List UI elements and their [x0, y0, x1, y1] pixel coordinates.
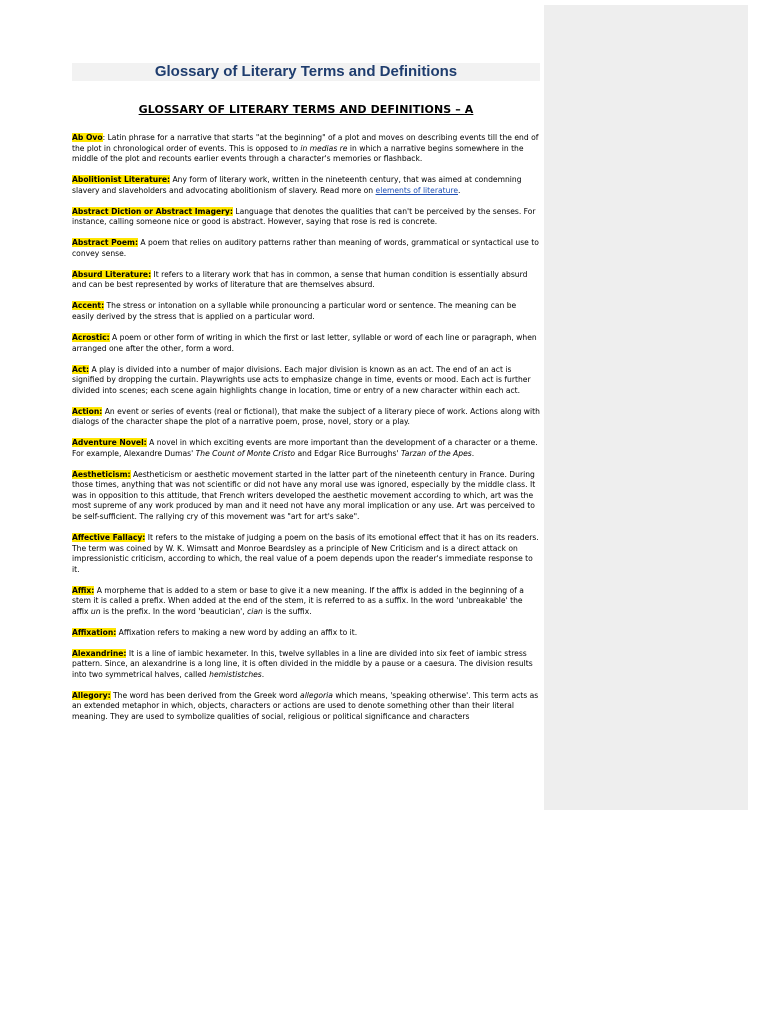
glossary-term: Action: — [72, 406, 103, 416]
italic-text: hemististches — [209, 669, 262, 679]
definition-text: is the prefix. In the word 'beautician', — [100, 606, 248, 616]
definition-text: which means, 'speaking otherwise'. This term acts as an extended metaphor in which, objects, characters or actions are used to denote something other than their literal meaning. They are used to symbolize qualities of social, religious or political significance and characters — [72, 690, 539, 721]
glossary-entry — [72, 133, 540, 165]
definition-text: A play is divided into a number of major divisions. Each major division is known as an act. The end of an act is signified by dropping the curtain. Playwrights use acts to emphasize change in time, events or mood. Each act is further divided into scenes; each scene again highlights change in location, time or entry of a new character within each act. — [72, 364, 531, 395]
definition-text: Aestheticism or aesthetic movement started in the latter part of the nineteenth century in France. During those times, anything that was not scientific or did not have any moral use was ignored, especially by the middle class. It was in opposition to this attitude, that French writers developed the aesthetic movement according to which, art was the most supreme of any work produced by man and it need not have any moral implication or any use. Art was perceived to be self-sufficient. The rallying cry of this movement was "art for art's sake". — [72, 469, 536, 521]
glossary-term: Abstract Poem: — [72, 238, 138, 248]
glossary-entries — [72, 133, 540, 722]
glossary-term: Affix: — [72, 585, 95, 595]
definition-text: A morpheme that is added to a stem or base to give it a new meaning. If the affix is added in the beginning of a stem it is called a prefix. When added at the end of the stem, it is referred to as a suffix. In the word 'unbreakable' the affix — [72, 585, 524, 616]
definition-text: The stress or intonation on a syllable while pronouncing a particular word or sentence. The meaning can be easily derived by the stress that is applied on a particular word. — [72, 301, 517, 321]
document-page — [72, 63, 540, 733]
glossary-entry — [72, 333, 540, 354]
glossary-term: Act: — [72, 364, 90, 374]
glossary-entry — [72, 365, 540, 397]
definition-text: Any form of literary work, written in the nineteenth century, that was aimed at condemning slavery and slaveholders and advocating abolitionism of slavery. Read more on — [72, 175, 522, 195]
glossary-entry — [72, 238, 540, 259]
italic-text: allegoria — [300, 690, 333, 700]
glossary-term: Affixation: — [72, 627, 117, 637]
glossary-term: Accent: — [72, 301, 105, 311]
definition-text: It refers to the mistake of judging a poem on the basis of its emotional effect that it has on its readers. The term was coined by W. K. Wimsatt and Monroe Beardsley as a principle of New Criticism and is a direct attack on impressionistic criticism, according to which, the real value of a poem depends upon the reader's immediate response to it. — [72, 533, 539, 574]
banner-title: Glossary of Literary Terms and Definitions — [72, 63, 540, 81]
definition-text: A poem or other form of writing in which the first or last letter, syllable or word of each line or paragraph, when arranged one after the other, form a word. — [72, 333, 537, 353]
glossary-entry — [72, 628, 540, 639]
glossary-term: Abstract Diction or Abstract Imagery: — [72, 206, 233, 216]
glossary-term: Ab Ovo — [72, 133, 103, 142]
definition-text: It refers to a literary work that has in common, a sense that human condition is essentially absurd and can be best represented by works of literature that are themselves absurd. — [72, 269, 528, 290]
glossary-entry — [72, 175, 540, 196]
glossary-entry — [72, 470, 540, 523]
glossary-term: Abolitionist Literature: — [72, 175, 171, 185]
glossary-term: Aestheticism: — [72, 469, 131, 479]
section-heading: GLOSSARY OF LITERARY TERMS AND DEFINITIONS – A — [138, 103, 474, 116]
definition-text: An event or series of events (real or fictional), that make the subject of a literary piece of work. Actions along with dialogs of the character shape the plot of a narrative poem, prose, novel, story or a play. — [72, 406, 540, 427]
glossary-entry — [72, 207, 540, 228]
definition-text: . — [471, 448, 475, 458]
glossary-entry — [72, 301, 540, 322]
definition-text: A poem that relies on auditory patterns rather than meaning of words, grammatical or syntactical use to convey sense. — [72, 238, 539, 258]
glossary-entry — [72, 438, 540, 459]
glossary-term: Acrostic: — [72, 333, 110, 343]
glossary-term: Allegory: — [72, 690, 111, 700]
glossary-entry — [72, 691, 540, 723]
glossary-term: Affective Fallacy: — [72, 533, 146, 543]
definition-text: The word has been derived from the Greek word — [110, 690, 301, 700]
definition-text: It is a line of iambic hexameter. In this, twelve syllables in a line are divided into six feet of iambic stress pattern. Since, an alexandrine is a long line, it is often divided in the middle by a pause or a caesura. The division results into two symmetrical halves, called — [72, 648, 533, 679]
italic-text: The Count of Monte Cristo — [195, 448, 296, 458]
definition-text: . — [458, 185, 461, 195]
glossary-entry — [72, 649, 540, 681]
glossary-entry — [72, 270, 540, 291]
definition-text: in which a narrative begins somewhere in the middle of the plot and recounts earlier events through a character's memories or flashback. — [72, 143, 524, 163]
definition-text: and Edgar Rice Burroughs' — [295, 448, 401, 458]
definition-text: Language that denotes the qualities that can't be perceived by the senses. For instance, calling someone nice or good is abstract. However, saying that rose is red is concrete. — [72, 206, 536, 227]
glossary-term: Alexandrine: — [72, 648, 127, 658]
italic-text: in medias re — [300, 143, 348, 153]
elements-of-literature-link[interactable]: elements of literature — [375, 185, 459, 195]
definition-text: A novel in which exciting events are more important than the development of a character or a theme. For example, Alexandre Dumas' — [72, 438, 538, 458]
side-panel — [544, 5, 748, 810]
glossary-entry — [72, 407, 540, 428]
italic-text: un — [90, 606, 101, 616]
glossary-entry — [72, 586, 540, 618]
definition-text: is the suffix. — [262, 606, 312, 616]
definition-text: Affixation refers to making a new word by adding an affix to it. — [116, 627, 358, 637]
definition-text: : Latin phrase for a narrative that starts "at the beginning" of a plot and moves on describing events till the end of the plot in chronological order of events. This is opposed to — [72, 133, 539, 153]
glossary-entry — [72, 533, 540, 575]
glossary-term: Adventure Novel: — [72, 438, 147, 448]
definition-text: . — [261, 669, 265, 679]
italic-text: Tarzan of the Apes — [400, 448, 472, 458]
glossary-term: Absurd Literature: — [72, 269, 152, 279]
italic-text: cian — [247, 606, 263, 616]
